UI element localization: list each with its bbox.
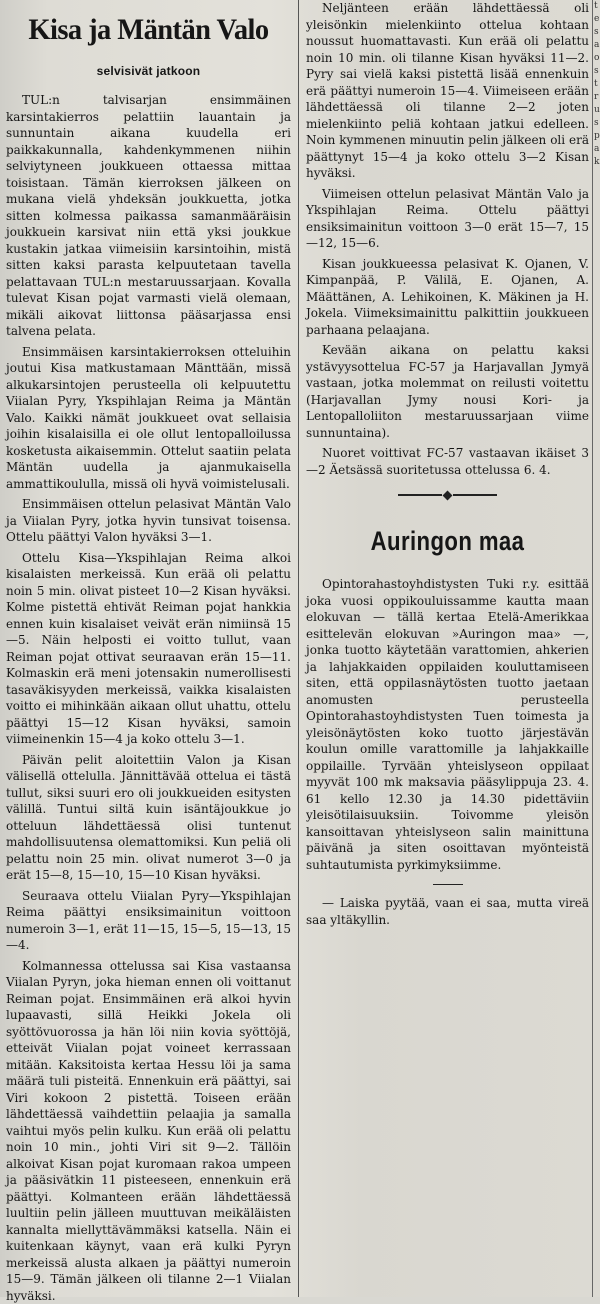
section-separator-ornament [306,879,589,889]
article-paragraph: Neljänteen erään lähdettäessä oli yleisönkin mielenkiinto ottelua kohtaan noussut huomattavasti. Kun erää oli pelattu noin 10 min. oli tilanne Kisan hyväksi 11—2. Pyry sai vielä kaksi pistettä lisää ennenkuin erä päättyi numeroin 15—4. Viimeiseen erään lähdettäessä oli tilanne 2—2 joten mielenkiinto peliä kohtaan jatkui edelleen. Noin kymmenen minuutin pelin jälkeen oli erä päättynyt 15—4 ja koko ottelu 3—2 Kisan hyväksi. [306,1,589,180]
article-paragraph: Ensimmäisen ottelun pelasivat Mäntän Valo ja Viialan Pyry, jotka hyvin tunsivat toisensa. Ottelu päättyi Valon hyväksi 3—1. [6,497,291,544]
article-paragraph: TUL:n talvisarjan ensimmäinen karsintakierros pelattiin lauantain ja sunnuntain aikana kuudella eri paikkakunnalla, kahdenkymmenen niihin selviytyneen joukkueen ottaessa mittaa toisistaan. Tämän kierroksen jälkeen on mukana vielä yhdeksän joukkuetta, jotka sitten kolmessa paikassa samanmääräisin joukkuein karsivat niin että yksi joukkue kustakin jatkaa viimeisiin karsintoihin, mistä sitten kaksi parasta kelpuutetaan tavella pelattavaan TUL:n mestaruussarjaan. Kovalla tulevat Kisan pojat varmasti vielä olemaan, mikäli aikovat liittonsa pääsarjassa ensi talvena pelata. [6,93,291,338]
edge-letter: e [594,14,600,24]
article-paragraph: Ensimmäisen karsintakierroksen otteluihin joutui Kisa matkustamaan Mänttään, missä alkukarsintojen perusteella oli kelpuutettu Viialan Pyry, Ykspihlajan Reima ja Mäntän Valo. Kaikki nämät joukkueet ovat sellaisia joihin kisalaisilla ei ole ollut lentopalloilussa kosketusta aikaisemmin. Ottelut saatiin pelata Mäntän uudella ja ajanmukaisella ammattikoululla, missä oli hyvä voimistelusali. [6,344,291,491]
edge-letter: u [594,105,600,115]
edge-letter: s [594,66,599,76]
article-paragraph: Ottelu Kisa—Ykspihlajan Reima alkoi kisalaisten merkeissä. Kun erää oli pelattu noin 5 min. olivat pisteet 10—2 Kisan hyväksi. Kolme pistettä ehtivät Reiman pojat hankkia ennen kuin kisalaiset veivät erän nimiinsä 15—5. Näin helposti ei voitto tullut, vaan Reiman pojat ottivat seuraavan erän 15—11. Kolmaskin erä meni jotensakin numerollisesti tasaväkisyyden merkeissä, vaikka kisalaisten voitto ei mihinkään aikaan ollut uhattu, ottelu päättyi 15—12 Kisan hyväksi, samoin viimeinenkin 15—4 ja koko ottelu 3—1. [6,550,291,746]
column-divider [298,0,299,1297]
edge-letter: t [594,79,598,89]
edge-letter: r [594,92,599,102]
edge-letter: o [594,53,600,63]
separator-rule-left [398,494,442,496]
separator-rule-right [453,494,497,496]
left-column [6,13,291,1303]
separator-diamond [443,490,453,500]
edge-letter: s [594,118,599,128]
edge-letter: s [594,27,599,37]
article-headline: Kisa ja Mäntän Valo [28,13,269,46]
article-subheadline: selvisivät jatkoon [96,64,201,78]
separator-rule [433,884,463,885]
article-paragraph: Viimeisen ottelun pelasivat Mäntän Valo ja Ykspihlajan Reima. Ottelu päättyi ensiksimainitun voittoon 3—0 erät 15—7, 15—12, 15—6. [306,186,589,250]
article-headline: Auringon maa [370,526,525,556]
article-paragraph: Päivän pelit aloitettiin Valon ja Kisan välisellä ottelulla. Jännittävää ottelua ei tästä tullut, siksi suuri ero oli joukkueiden esitysten välillä. Tuntui siltä kuin isäntäjoukkue jo otteluun lähdettäessä olisi tuntenut mahdollisuutensa olemattomiksi. Kun peliä oli pelattu noin 25 min. olivat numerot 3—0 ja erät 15—8, 15—10, 15—10 Kisan hyväksi. [6,752,291,882]
edge-letter: a [594,40,600,50]
article-paragraph-split: Kolmannessa ottelussa sai Kisa vastaansa Viialan Pyryn, joka hieman ennen oli voittanut Reiman pojat. Ensimmäinen erä alkoi hyvin lupaavasti, sillä Heikki Jokela oli syöttövuorossa ja hän löi niin kovia syöttöjä, etteivät Viialan pojat voineet kerrassaan mitään. Kaksitoista kertaa Hessu löi ja sama määrä tuli pisteitä. Ennenkuin erä päättyi, sai Viri kokoon 2 pistettä. Toiseen erään lähdettäessä vaihdettiin pelaajia ja samalla vaihtui myös pelin kulku. Kun erää oli pelattu noin 10 min., johti Viri sit 9—2. Tällöin alkoivat Kisan pojat kuromaan rakoa umpeen ja pääsivätkin 11 pisteeseen, ennenkuin erä päättyi. Kolmanteen erään lähdettäessä luultiin pelin jälleen muuttuvan meikäläisten kannalta miellyttävämmäksi katsella. Näin ei kuitenkaan käynyt, vaan erä kulki Pyryn merkeissä alusta alkaen ja päättyi numeroin 15—9. Tämän jälkeen oli tilanne 2—1 Viialan hyväksi. [6,958,291,1303]
article-paragraph: Seuraava ottelu Viialan Pyry—Ykspihlajan Reima päättyi ensiksimainitun voittoon numeroin 3—1, erät 11—15, 15—5, 15—13, 15—4. [6,888,291,952]
right-column [306,0,589,932]
article-paragraph: Nuoret voittivat FC-57 vastaavan ikäiset 3—2 Äetsässä suoritetussa ottelussa 6. 4. [306,446,589,477]
edge-letter: k [594,157,600,167]
article-paragraph: Opintorahastoyhdistysten Tuki r.y. esittää joka vuosi oppikouluissamme kautta maan elokuvan — tällä kertaa Etelä-Amerikkaa esittelevän elokuvan »Auringon maa» —, jonka tuotto käytetään varattomien, ahkerien ja lahjakkaiden oppilaiden kouluttamiseen siten, että oppilasnäytösten tuotto jaetaan anomusten perusteella Opintorahastoyhdistysten Tuen toimesta ja yleisönäytösten koko tuotto järjestävän koulun omille varattomille ja lahjakkaille oppilaille. Tyrvään yhteislyseon oppilaat myyvät 100 mk maksavia pääsylippuja 23. 4. 61 kello 12.30 ja 14.30 pidettäviin yleisötilaisuuksiin. Toivomme yleisön kansoittavan yhteislyseon salin mainittuna päivänä ja siten osoittavan myönteistä suhtautumista pyrkimyksiimme. [306,577,589,872]
article-paragraph: Kisan joukkueessa pelasivat K. Ojanen, V. Kimpanpää, P. Välilä, E. Ojanen, A. Määttänen, A. Lehikoinen, K. Mäkinen ja H. Jokela. Viimeksimainittu palkittiin joukkueen parhaana pelaajana. [306,256,589,337]
edge-letter: a [594,144,600,154]
closing-proverb: — Laiska pyytää, vaan ei saa, mutta vireä saa yltäkyllin. [306,896,589,927]
section-separator-ornament [306,490,589,500]
article-paragraph: Kevään aikana on pelattu kaksi ystävyysottelua FC-57 ja Harjavallan Jymyä vastaan, jotka molemmat on reilusti voitettu (Harjavallan Jymy nousi Kori- ja Lentopalloliiton mestaruussarjaan viime sunnuntaina). [306,343,589,440]
edge-letter: p [594,131,600,141]
cut-off-adjacent-column [593,0,600,1297]
edge-letter: t [594,1,598,11]
